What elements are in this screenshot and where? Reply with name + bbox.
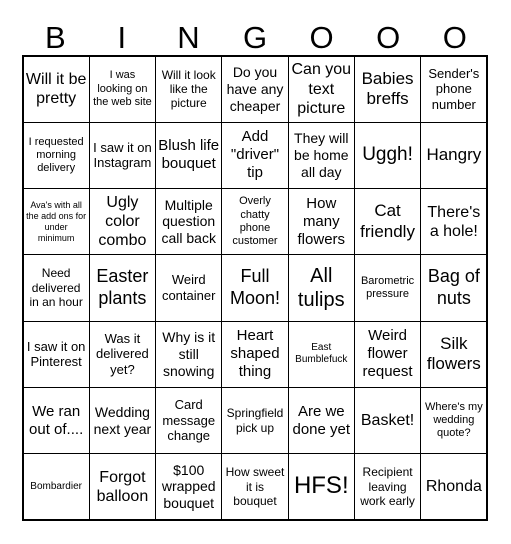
bingo-cell: Bombardier [23, 453, 90, 520]
bingo-header [22, 20, 488, 56]
bingo-cell: Will it look like the picture [155, 56, 222, 123]
bingo-cell: Ava's with all the add ons for under minimum [23, 188, 90, 255]
bingo-cell: Do you have any cheaper [221, 56, 288, 123]
bingo-grid [22, 55, 488, 521]
bingo-cell: How many flowers [288, 188, 355, 255]
bingo-cell: Babies breffs [354, 56, 421, 123]
bingo-cell: Recipient leaving work early [354, 453, 421, 520]
bingo-cell: All tulips [288, 254, 355, 321]
header-letter-o-2: O [376, 20, 401, 55]
bingo-cell: Add "driver" tip [221, 122, 288, 189]
bingo-cell: We ran out of.... [23, 387, 90, 454]
bingo-cell: I saw it on Instagram [89, 122, 156, 189]
header-letter-n: N [177, 20, 200, 55]
bingo-cell: Can you text picture [288, 56, 355, 123]
bingo-cell: Easter plants [89, 254, 156, 321]
bingo-cell: Forgot balloon [89, 453, 156, 520]
header-letter-g: G [242, 20, 268, 55]
bingo-cell: Silk flowers [420, 321, 487, 388]
bingo-cell: Need delivered in an hour [23, 254, 90, 321]
header-letter-i: I [117, 20, 127, 55]
bingo-cell: Multiple question call back [155, 188, 222, 255]
bingo-cell: Blush life bouquet [155, 122, 222, 189]
bingo-cell: Are we done yet [288, 387, 355, 454]
bingo-cell: I saw it on Pinterest [23, 321, 90, 388]
bingo-cell: Barometric pressure [354, 254, 421, 321]
bingo-cell: There's a hole! [420, 188, 487, 255]
bingo-cell: I requested morning delivery [23, 122, 90, 189]
bingo-cell: I was looking on the web site [89, 56, 156, 123]
bingo-cell: Sender's phone number [420, 56, 487, 123]
bingo-cell: They will be home all day [288, 122, 355, 189]
bingo-cell: Weird container [155, 254, 222, 321]
bingo-cell: Hangry [420, 122, 487, 189]
bingo-cell: Cat friendly [354, 188, 421, 255]
bingo-cell: Wedding next year [89, 387, 156, 454]
bingo-cell: $100 wrapped bouquet [155, 453, 222, 520]
bingo-cell: Why is it still snowing [155, 321, 222, 388]
bingo-cell: How sweet it is bouquet [221, 453, 288, 520]
bingo-cell: Card message change [155, 387, 222, 454]
bingo-cell: Was it delivered yet? [89, 321, 156, 388]
bingo-cell: Rhonda [420, 453, 487, 520]
bingo-cell: Heart shaped thing [221, 321, 288, 388]
bingo-cell: Uggh! [354, 122, 421, 189]
bingo-cell: Full Moon! [221, 254, 288, 321]
bingo-cell: Basket! [354, 387, 421, 454]
bingo-cell: Overly chatty phone customer [221, 188, 288, 255]
header-letter-o-3: O [442, 20, 467, 55]
bingo-cell: Bag of nuts [420, 254, 487, 321]
bingo-cell: Will it be pretty [23, 56, 90, 123]
bingo-cell: Where's my wedding quote? [420, 387, 487, 454]
header-letter-o-1: O [309, 20, 334, 55]
header-letter-b: B [44, 20, 66, 55]
bingo-cell: East Bumblefuck [288, 321, 355, 388]
bingo-cell: Ugly color combo [89, 188, 156, 255]
bingo-cell: Weird flower request [354, 321, 421, 388]
bingo-cell: HFS! [288, 453, 355, 520]
bingo-cell: Springfield pick up [221, 387, 288, 454]
